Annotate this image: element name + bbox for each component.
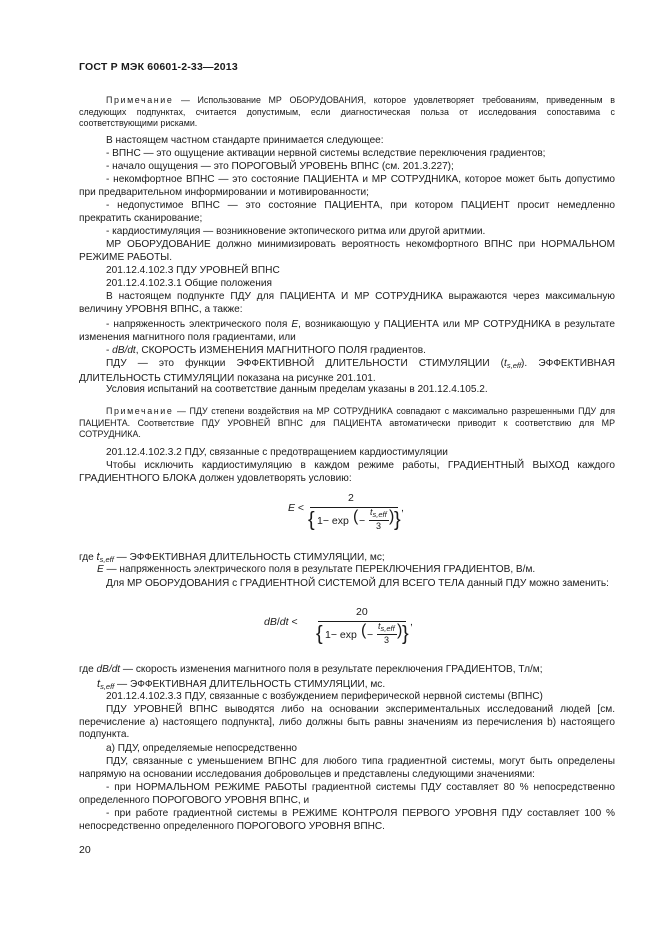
list-item-normal-mode: - при НОРМАЛЬНОМ РЕЖИМЕ РАБОТЫ градиентной системы ПДУ составляет 80 % непосредственно определенного ПОРОГОВОГО УРОВНЯ ВПНС, и [79, 782, 615, 806]
paragraph-test-conditions: Условия испытаний на соответствие данным пределам указаны в 201.12.4.105.2. [106, 384, 488, 395]
paragraph-direct: ПДУ, связанные с уменьшением ВПНС для любого типа градиентной системы, могут быть определены напрямую на основании исследования добровольцев и представлены следующими значениями: [79, 756, 615, 780]
where-clause-2: где dB/dt — скорость изменения магнитного поля в результате переключения ГРАДИЕНТОВ, Тл/м; [79, 664, 543, 675]
where-clause-1b: E — напряженность электрического поля в результате ПЕРЕКЛЮЧЕНИЯ ГРАДИЕНТОВ, В/м. [97, 564, 536, 575]
note-label: Примечание [106, 95, 174, 105]
note-1 [79, 95, 615, 130]
paragraph-general: В настоящем подпункте ПДУ для ПАЦИЕНТА И МР СОТРУДНИКА выражаются через максимальную величину УРОВНЯ ВПНС, а также: [79, 291, 615, 315]
where-clause-1: где $t_{s,eff}$ — ЭФФЕКТИВНАЯ ДЛИТЕЛЬНОСТЬ СТИМУЛЯЦИИ, мс; [79, 551, 385, 564]
list-item-dbdt: - dB/dt, СКОРОСТЬ ИЗМЕНЕНИЯ МАГНИТНОГО ПОЛЯ градиентов. [106, 345, 426, 356]
note-2 [79, 406, 615, 441]
section-heading: 201.12.4.102.3.3 ПДУ, связанные с возбуждением периферической нервной системы (ВПНС) [106, 691, 543, 702]
document-header: ГОСТ Р МЭК 60601-2-33—2013 [79, 61, 238, 73]
paragraph-whole-body: Для МР ОБОРУДОВАНИЯ с ГРАДИЕНТНОЙ СИСТЕМОЙ ДЛЯ ВСЕГО ТЕЛА данный ПДУ можно заменить: [106, 578, 609, 589]
paragraph-cardio-requirement: Чтобы исключить кардиостимуляцию в каждом режиме работы, ГРАДИЕНТНЫЙ ВЫХОД каждого ГРАДИЕНТНОГО БЛОКА должен удовлетворять условию: [79, 460, 615, 484]
formula-e-limit: E < 2 { 1− exp ( − $t_{s,eff}$ 3 ) } , [288, 492, 404, 531]
section-heading: 201.12.4.102.3.1 Общие положения [106, 278, 272, 289]
list-item-e-field: - напряженность электрического поля E, возникающую у ПАЦИЕНТА или МР СОТРУДНИКА в результате изменения магнитного поля градиентами, или [79, 319, 615, 343]
section-heading: 201.12.4.102.3.2 ПДУ, связанные с предотвращением кардиостимуляции [106, 447, 448, 458]
paragraph-minimize: МР ОБОРУДОВАНИЕ должно минимизировать вероятность некомфортного ВПНС при НОРМАЛЬНОМ РЕЖИМЕ РАБОТЫ. [79, 239, 615, 263]
list-item-first-level: - при работе градиентной системы в РЕЖИМЕ КОНТРОЛЯ ПЕРВОГО УРОВНЯ ПДУ составляет 100 % непосредственно определенного ПОРОГОВОГО УРОВНЯ ВПНС. [79, 808, 615, 832]
where-clause-2b: $t_{s,eff}$ — ЭФФЕКТИВНАЯ ДЛИТЕЛЬНОСТЬ СТИМУЛЯЦИИ, мс. [97, 678, 386, 691]
formula-dbdt-limit: dB/dt < 20 { 1− exp ( − $t_{s,eff}$ 3 ) } , [264, 606, 413, 645]
definition-item: - начало ощущения — это ПОРОГОВЫЙ УРОВЕНЬ ВПНС (см. 201.3.227); [106, 161, 454, 172]
definition-item: - кардиостимуляция — возникновение эктопического ритма или другой аритмии. [106, 226, 486, 237]
note-text: — Использование МР ОБОРУДОВАНИЯ, которое удовлетворяет требованиям, приведенным в следующих подпунктах, считается допустимым, если диагностическая польза от исследования сопоставима с соответствующими рисками. [79, 95, 615, 129]
definition-item: - некомфортное ВПНС — это состояние ПАЦИЕНТА и МР СОТРУДНИКА, которое может быть допустимо при предварительном информировании и мотивированности; [79, 174, 615, 198]
note-label: Примечание [106, 406, 174, 416]
definition-item: - ВПНС — это ощущение активации нервной системы вследствие переключения градиентов; [106, 148, 546, 159]
page-number: 20 [79, 844, 91, 856]
paragraph-pns: ПДУ УРОВНЕЙ ВПНС выводятся либо на основании экспериментальных исследований людей [см. перечисление а) настоящего подпункта], либо должны быть равны значениям из перечисления b) настоящего подпункта. [79, 704, 615, 741]
note-text: — ПДУ степени воздействия на МР СОТРУДНИКА совпадают с максимально разрешенными ПДУ для ПАЦИЕНТА. Соответствие ПДУ УРОВНЕЙ ВПНС для ПАЦИЕНТА автоматически приводит к соответствию для МР СОТРУДНИКА. [79, 406, 615, 440]
section-heading: 201.12.4.102.3 ПДУ УРОВНЕЙ ВПНС [106, 265, 280, 276]
intro-paragraph: В настоящем частном стандарте принимается следующее: [106, 135, 384, 146]
definition-item: - недопустимое ВПНС — это состояние ПАЦИЕНТА, при котором ПАЦИЕНТ просит немедленно прекратить сканирование; [79, 200, 615, 224]
paragraph-pdu-function: ПДУ — это функции ЭФФЕКТИВНОЙ ДЛИТЕЛЬНОСТИ СТИМУЛЯЦИИ $(t_{s,eff})$. ЭФФЕКТИВНАЯ ДЛИТЕЛЬНОСТЬ СТИМУЛЯЦИИ показана на рисунке 201.101. [79, 358, 615, 384]
list-item-a: а) ПДУ, определяемые непосредственно [106, 743, 298, 754]
